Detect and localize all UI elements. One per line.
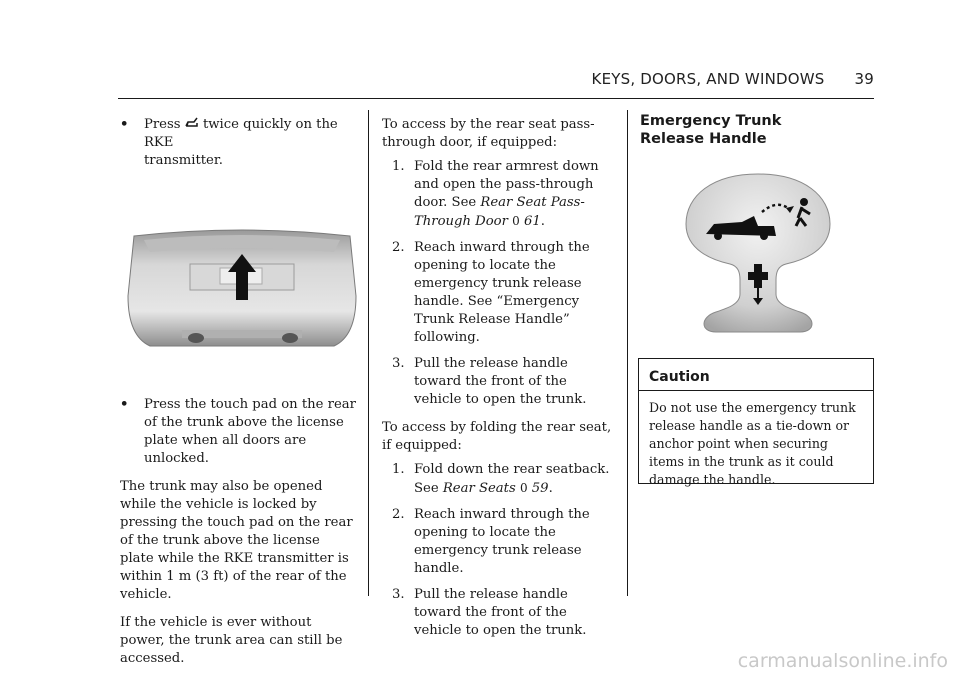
page-ref-icon: 0: [512, 214, 520, 228]
fold-step-2: [382, 506, 614, 578]
page-reference[interactable]: 59: [531, 481, 549, 496]
bullet-rke: [120, 116, 356, 170]
header-rule: [118, 98, 874, 99]
caution-box: [638, 358, 874, 487]
text-touch-pad: Press the touch pad on the rear of the trunk above the license plate when all doors are unlocked.: [144, 397, 356, 466]
step-number: 1.: [392, 462, 405, 477]
right-column: [640, 112, 874, 148]
cross-reference[interactable]: Rear Seats: [442, 481, 516, 496]
para-without-power: If the vehicle is ever without power, the trunk area can still be accessed.: [120, 615, 343, 666]
trunk-release-icon: [185, 116, 199, 129]
caution-title: Caution: [639, 359, 873, 391]
text-twice-quickly: twice quickly on the RKE: [144, 117, 338, 150]
middle-column: [382, 116, 614, 640]
page-number: 39: [854, 70, 874, 88]
column-divider-1: [368, 110, 369, 596]
bullet-dot: •: [120, 397, 129, 412]
page-reference[interactable]: 61: [523, 214, 541, 229]
caution-body: Do not use the emergency trunk release handle as a tie-down or anchor point when securing items in the trunk as it could damage the handle.: [649, 400, 856, 487]
cross-reference[interactable]: Rear Seat Pass-Through Door: [414, 195, 585, 229]
text-press: Press: [144, 117, 181, 132]
step-text: Reach inward through the opening to locate the emergency trunk release handle. See “Emergency Trunk Release Handle” following.: [414, 240, 590, 345]
step-number: 2.: [392, 240, 405, 255]
para-trunk-locked: The trunk may also be opened while the vehicle is locked by pressing the touch pad on the rear of the trunk above the license plate while the RKE transmitter is within 1 m (3 ft) of the rear of the vehicle.: [120, 479, 353, 602]
step-text: Reach inward through the opening to locate the emergency trunk release handle.: [414, 507, 590, 576]
bullet-touch-pad: [120, 396, 356, 468]
step-number: 3.: [392, 587, 405, 602]
left-column: [120, 116, 356, 678]
step-1: 1. Fold the rear armrest down and open the pass-through door. See Rear Seat Pass-Through Door 0 61.: [392, 159, 599, 229]
fold-step-3: [382, 586, 614, 640]
page-header: [592, 70, 874, 88]
trunk-rear-photo: [124, 206, 360, 366]
step-text: Fold down the rear seatback. See: [414, 462, 610, 496]
intro-pass-through: To access by the rear seat pass-through door, if equipped:: [382, 117, 595, 150]
page-ref-icon: 0: [519, 481, 528, 495]
step-number: 3.: [392, 356, 405, 371]
bullet-dot: •: [120, 117, 129, 132]
step-number: 1.: [392, 159, 405, 174]
column-divider-2: [627, 110, 628, 596]
intro-fold-seat: To access by folding the rear seat, if equipped:: [382, 420, 612, 453]
step-text: Fold the rear armrest down and open the pass-through door. See: [414, 159, 599, 210]
step-text: Pull the release handle toward the front of the vehicle to open the trunk.: [414, 356, 587, 407]
emergency-release-handle-illustration: [684, 172, 832, 334]
section-title: KEYS, DOORS, AND WINDOWS: [591, 70, 825, 88]
step-number: 2.: [392, 507, 405, 522]
fold-step-1: 1. Fold down the rear seatback. See Rear Seats 0 59.: [392, 462, 610, 496]
text-transmitter: transmitter.: [144, 153, 223, 168]
watermark: carmanualsonline.info: [737, 650, 948, 672]
step-2: [382, 239, 614, 347]
step-text: Pull the release handle toward the front of the vehicle to open the trunk.: [414, 587, 587, 638]
step-3: [382, 355, 614, 409]
section-heading: Emergency Trunk Release Handle: [640, 113, 782, 147]
